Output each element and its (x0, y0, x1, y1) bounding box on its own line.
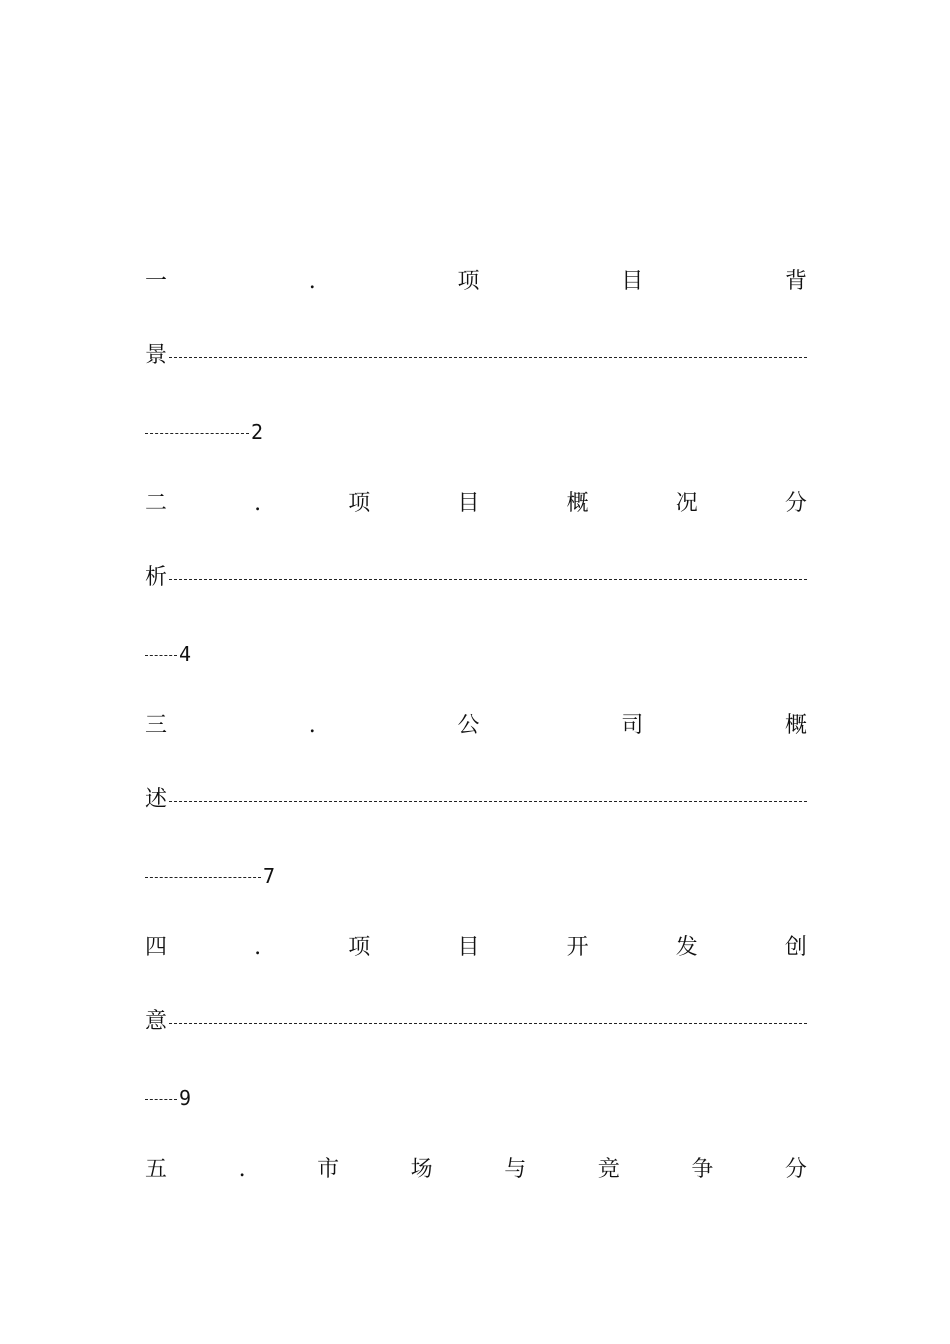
toc-char: 意 (145, 1009, 168, 1034)
toc-char: 二 (145, 491, 168, 516)
toc-char: 五 (145, 1157, 168, 1182)
toc-char: 市 (317, 1157, 340, 1182)
toc-entry-3-page-line (145, 860, 807, 892)
toc-char: 目 (457, 491, 480, 516)
dot-leader (169, 579, 807, 580)
toc-char: 项 (348, 935, 371, 960)
toc-char: 项 (348, 491, 371, 516)
toc-entry-4-leader (145, 1006, 807, 1038)
dot-leader (145, 1099, 177, 1100)
toc-char: 场 (410, 1157, 433, 1182)
toc-char: 概 (784, 713, 807, 738)
toc-char: 分 (784, 491, 807, 516)
dot-leader (145, 877, 261, 878)
toc-char: 分 (784, 1157, 807, 1182)
dot-leader (169, 1023, 807, 1024)
toc-char: 况 (675, 491, 698, 516)
toc-entry-4-heading (145, 932, 807, 964)
toc-char: 述 (145, 787, 168, 812)
page-number: 2 (251, 420, 264, 444)
toc-char: . (254, 935, 262, 960)
toc-char: . (254, 491, 262, 516)
toc-char: . (308, 713, 316, 738)
toc-entry-4-page-line (145, 1082, 807, 1114)
toc-entry-3-leader (145, 784, 807, 816)
toc-char: 开 (566, 935, 589, 960)
toc-char: 项 (457, 269, 480, 294)
toc-char: 背 (784, 269, 807, 294)
toc-char: 创 (784, 935, 807, 960)
dot-leader (169, 357, 807, 358)
toc-entry-1-heading (145, 266, 807, 298)
page-number: 7 (263, 864, 276, 888)
dot-leader (145, 433, 249, 434)
toc-char: 公 (457, 713, 480, 738)
toc-char: 发 (675, 935, 698, 960)
toc-char: . (238, 1157, 246, 1182)
dot-leader (145, 655, 177, 656)
dot-leader (169, 801, 807, 802)
toc-char: 竞 (597, 1157, 620, 1182)
toc-char: 概 (566, 491, 589, 516)
toc-entry-2-page-line (145, 638, 807, 670)
toc-char: 司 (621, 713, 644, 738)
toc-char: 与 (504, 1157, 527, 1182)
toc-char: 析 (145, 565, 168, 590)
page-number: 9 (179, 1086, 192, 1110)
toc-char: 景 (145, 343, 168, 368)
toc-entry-2-heading (145, 488, 807, 520)
toc-char: 一 (145, 269, 168, 294)
toc-char: 三 (145, 713, 168, 738)
page-number: 4 (179, 642, 192, 666)
toc-entry-1-page-line (145, 416, 807, 448)
toc-entry-5-heading (145, 1154, 807, 1186)
toc-entry-3-heading (145, 710, 807, 742)
toc-entry-1-leader (145, 340, 807, 372)
toc-char: . (308, 269, 316, 294)
toc-char: 四 (145, 935, 168, 960)
toc-char: 争 (691, 1157, 714, 1182)
toc-char: 目 (621, 269, 644, 294)
toc-char: 目 (457, 935, 480, 960)
toc-entry-2-leader (145, 562, 807, 594)
